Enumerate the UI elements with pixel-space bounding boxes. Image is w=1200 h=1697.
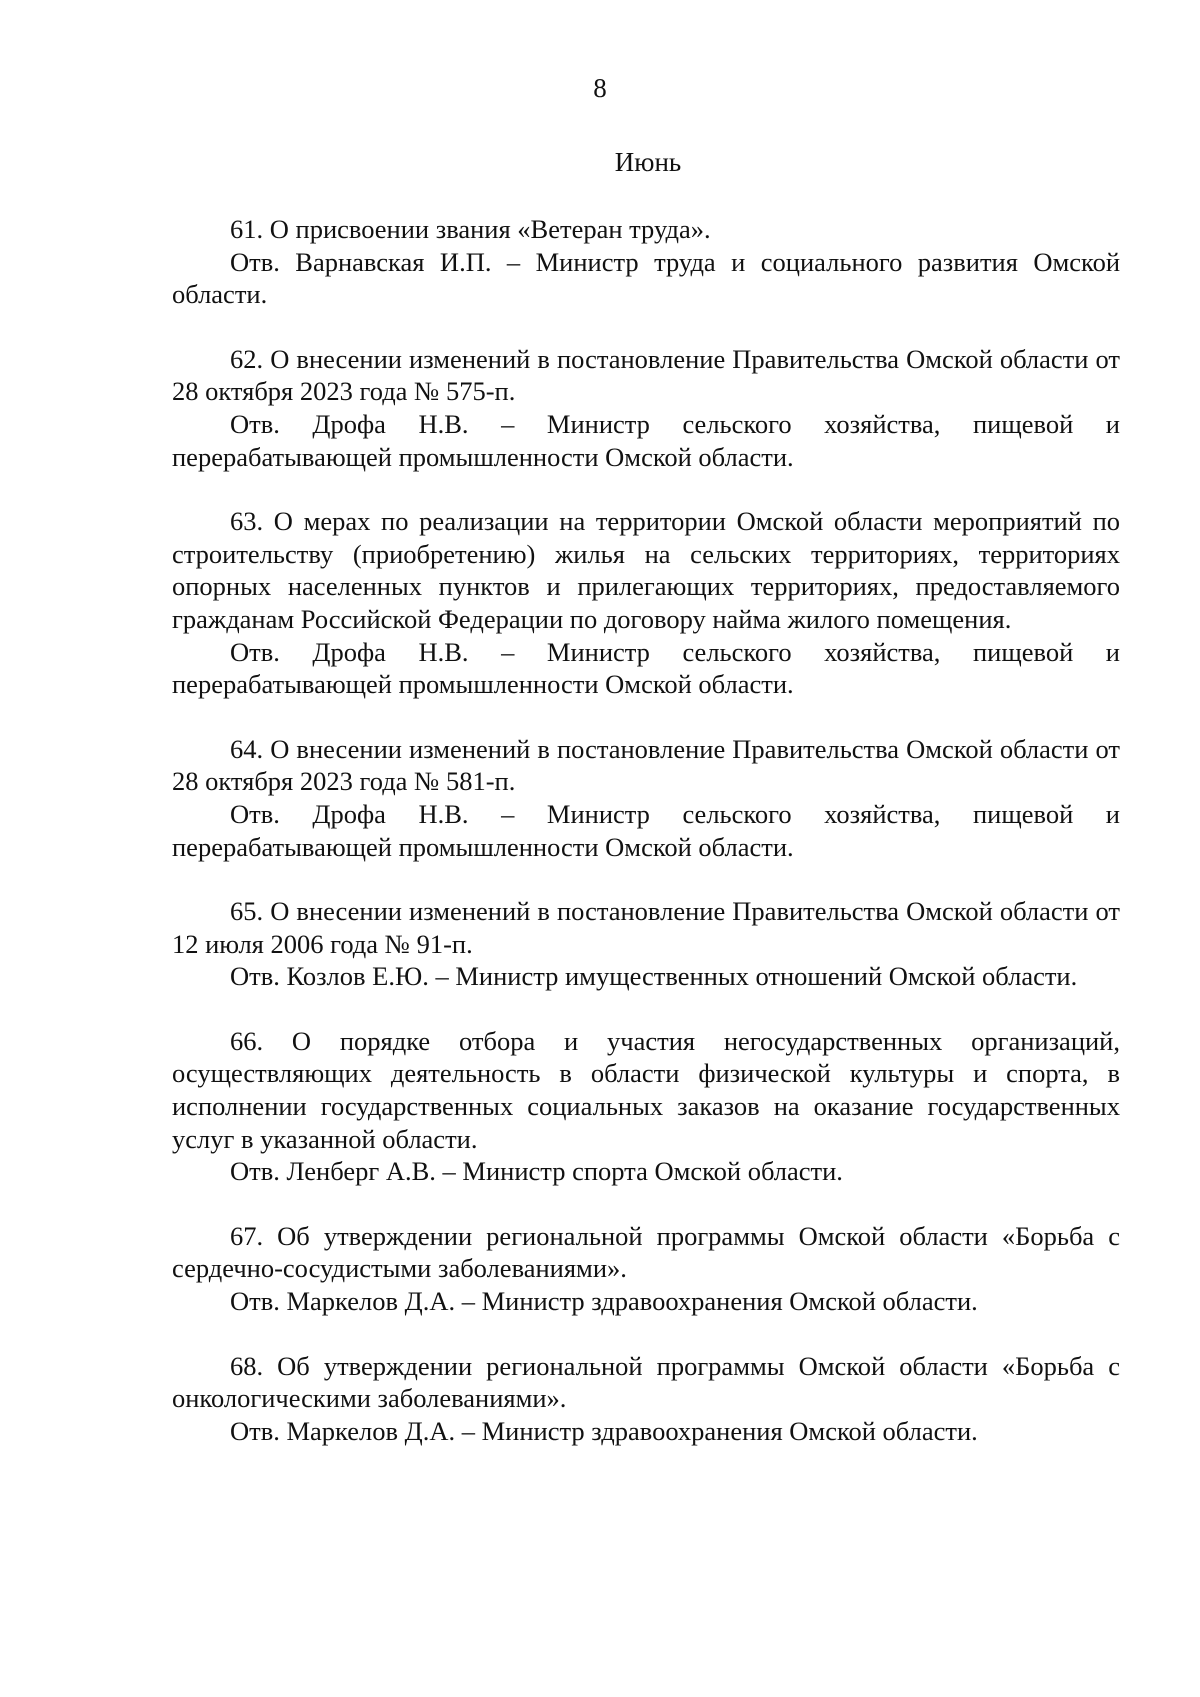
agenda-item-title: 65. О внесении изменений в постановление Правительства Омской области от 12 июля 2006 года № 91-п. [172,896,1120,959]
agenda-item-responsible: Отв. Варнавская И.П. – Министр труда и социального развития Омской области. [172,246,1120,310]
agenda-item-responsible: Отв. Дрофа Н.В. – Министр сельского хозяйства, пищевой и перерабатывающей промышленности Омской области. [172,408,1120,472]
agenda-item [172,213,1120,311]
agenda-item [172,343,1120,473]
agenda-item [172,1025,1120,1188]
page-number: 8 [593,73,607,103]
agenda-item-responsible: Отв. Маркелов Д.А. – Министр здравоохранения Омской области. [230,1286,978,1317]
agenda-item-title: 68. Об утверждении региональной программы Омской области «Борьба с онкологическими заболеваниями». [172,1350,1120,1414]
agenda-item [172,895,1120,993]
agenda-item-responsible: Отв. Маркелов Д.А. – Министр здравоохранения Омской области. [230,1415,978,1446]
agenda-item-responsible: Отв. Козлов Е.Ю. – Министр имущественных отношений Омской области. [230,961,1078,992]
agenda-item [172,505,1120,701]
agenda-item-responsible: Отв. Дрофа Н.В. – Министр сельского хозяйства, пищевой и перерабатывающей промышленности Омской области. [172,798,1120,862]
agenda-item [172,1350,1120,1448]
agenda-item [172,733,1120,863]
agenda-item-responsible: Отв. Ленберг А.В. – Министр спорта Омской области. [230,1156,843,1187]
agenda-item [172,1220,1120,1318]
agenda-item-title: 61. О присвоении звания «Ветеран труда». [230,214,711,244]
agenda-item-title: 64. О внесении изменений в постановление Правительства Омской области от 28 октября 2023 года № 581-п. [172,733,1120,797]
agenda-list [172,213,1120,1479]
agenda-item-title: 63. О мерах по реализации на территории Омской области мероприятий по строительству (приобретению) жилья на сельских территориях, территориях опорных населенных пунктов и прилегающих территориях, предоставляемого гражданам Российской Федерации по договору найма жилого помещения. [172,506,1120,634]
agenda-item-responsible: Отв. Дрофа Н.В. – Министр сельского хозяйства, пищевой и перерабатывающей промышленности Омской области. [172,636,1120,700]
agenda-item-title: 66. О порядке отбора и участия негосударственных организаций, осуществляющих деятельность в области физической культуры и спорта, в исполнении государственных социальных заказов на оказание государственных услуг в указанной области. [172,1025,1120,1154]
agenda-item-title: 62. О внесении изменений в постановление Правительства Омской области от 28 октября 2023 года № 575-п. [172,343,1120,407]
agenda-item-title: 67. Об утверждении региональной программы Омской области «Борьба с сердечно-сосудистыми заболеваниями». [172,1220,1120,1284]
month-heading: Июнь [614,147,682,177]
